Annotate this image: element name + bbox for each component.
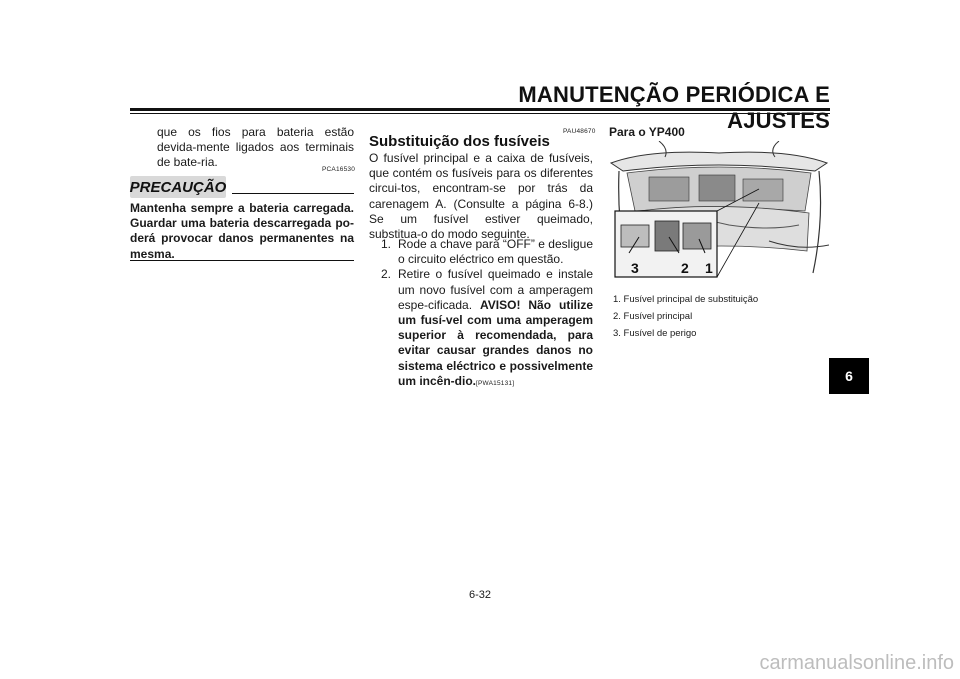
callout-1: 1 [705, 260, 713, 276]
header-rule [130, 108, 830, 111]
step-number: 2. [381, 267, 392, 282]
legend-item: 2. Fusível principal [613, 311, 693, 322]
header-rule-thin [130, 113, 830, 114]
step-number: 1. [381, 237, 392, 251]
figure-legend [613, 291, 833, 342]
precaution-label: PRECAUÇÃO [129, 178, 227, 196]
page-number: 6-32 [468, 589, 492, 601]
callout-3: 3 [631, 260, 639, 276]
watermark [0, 652, 960, 675]
section-intro: O fusível principal e a caixa de fusíveis, que contém os fusíveis para os diferentes circui-tos, encontram-se por trás da carenagem A. (Consulte a página 6-8.) Se um fusível estiver queimado, substitua-o do modo seguinte. [369, 151, 593, 242]
warning-text: AVISO! Não utilize um fusí-vel com uma amperagem superior à recomendada, para evitar causar grandes danos no sistema eléctrico e possivelmente um incên-dio. [398, 297, 593, 388]
precaution-rule [232, 193, 354, 194]
legend-item: 3. Fusível de perigo [613, 328, 697, 339]
legend-item: 1. Fusível principal de substituição [613, 294, 759, 305]
watermark-text: carmanualsonline.info [759, 652, 954, 674]
step-text: Retire o fusível queimado e instale um novo fusível com a amperagem espe-cificada. [398, 267, 593, 312]
figure-title: Para o YP400 [609, 125, 685, 139]
fuse-location-illustration [609, 141, 829, 279]
list-item [369, 237, 593, 267]
precaution-text: Mantenha sempre a bateria carregada. Guardar uma bateria descarregada po-derá provocar danos permanentes na mesma. [130, 201, 354, 261]
callout-2: 2 [681, 260, 689, 276]
precaution-code: PCA16530 [322, 166, 356, 173]
warning-code: [PWA15131] [476, 379, 515, 387]
section-title: Substituição dos fusíveis [369, 133, 550, 150]
chapter-tab: 6 [829, 358, 869, 394]
precaution-bottom-rule [130, 260, 354, 261]
continuation-paragraph: que os fios para bateria estão devida-mente ligados aos terminais de bate-ria. [157, 125, 354, 170]
precaution-badge [130, 176, 226, 198]
step-text: Rode a chave para “OFF” e desligue o circuito eléctrico em questão. [398, 237, 593, 267]
page-header-title: MANUTENÇÃO PERIÓDICA E AJUSTES [518, 82, 830, 133]
steps-list [369, 237, 593, 391]
section-code: PAU48670 [563, 128, 596, 135]
list-item [369, 267, 593, 391]
